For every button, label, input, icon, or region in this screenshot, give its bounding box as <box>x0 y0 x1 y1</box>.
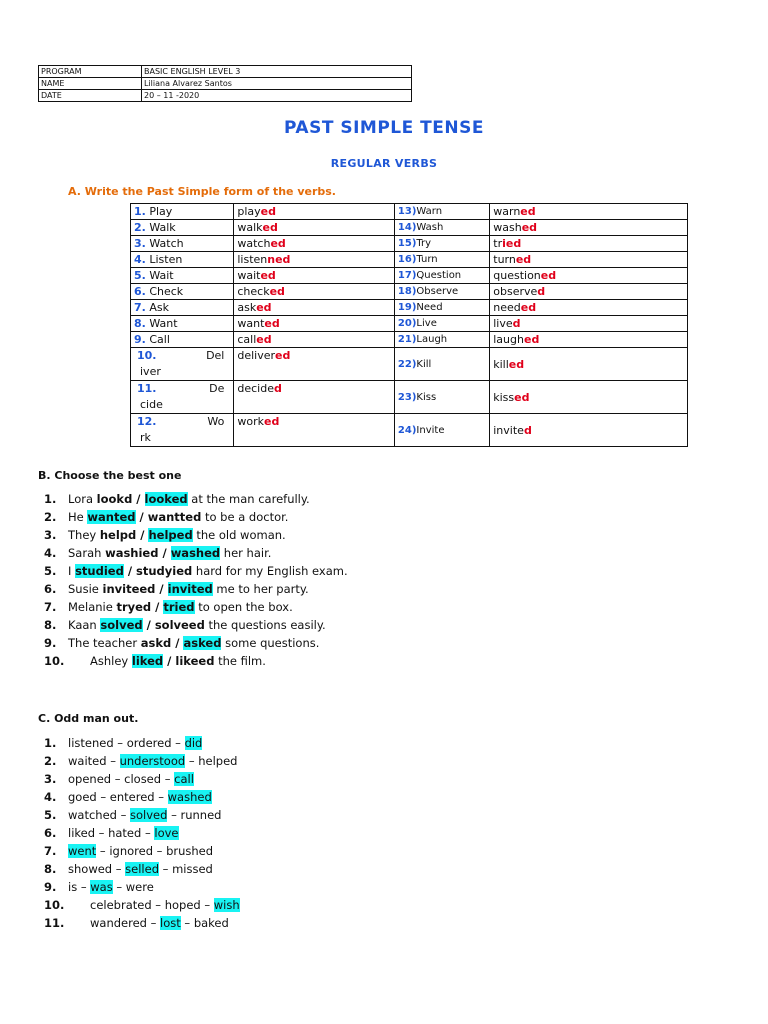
verb-number: 8. <box>134 317 146 330</box>
item-number: 10. <box>44 898 65 912</box>
verb-cell: 18)Observe <box>394 284 489 300</box>
verb-number: 21) <box>397 334 417 345</box>
verb-split-start: De <box>209 382 225 395</box>
verb-split-end: iver <box>140 365 161 378</box>
past-form-cell: asked <box>234 300 395 316</box>
verb-row <box>131 204 688 220</box>
past-form-cell: waited <box>234 268 395 284</box>
odd-word: closed <box>124 772 162 786</box>
verb-number: 13) <box>397 206 417 217</box>
choice-option: tryed <box>116 600 152 614</box>
verb-split-end: cide <box>140 398 163 411</box>
choice-option: asked <box>183 636 222 650</box>
past-form-cell: delivered <box>234 348 395 381</box>
odd-word: listened <box>68 736 114 750</box>
verb-row <box>131 236 688 252</box>
past-suffix: ed <box>262 221 278 234</box>
odd-item: 5. watched – solved – runned <box>44 808 222 822</box>
verb-number: 4. <box>134 253 146 266</box>
choice-option: helpd <box>99 528 137 542</box>
verb-split-top <box>134 348 230 364</box>
verb-number: 24) <box>397 424 417 436</box>
verb-row <box>131 316 688 332</box>
past-form-cell: killed <box>490 348 688 381</box>
choice-item: 10. Ashley liked / likeed the film. <box>44 654 266 668</box>
odd-word: understood <box>119 754 186 768</box>
odd-word: lost <box>160 916 181 930</box>
past-form-cell: washed <box>490 220 688 236</box>
verb-row <box>131 268 688 284</box>
past-form-cell: questioned <box>490 268 688 284</box>
info-table <box>38 65 412 102</box>
odd-word: liked <box>68 826 96 840</box>
past-suffix: ed <box>256 301 272 314</box>
verb-row <box>131 300 688 316</box>
info-label: NAME <box>39 78 142 90</box>
info-row <box>39 78 412 90</box>
past-suffix: ed <box>269 285 285 298</box>
choice-separator: / <box>158 546 171 560</box>
item-number: 2. <box>44 754 57 768</box>
odd-word: entered <box>109 790 155 804</box>
verb-cell: 8. Want <box>131 316 234 332</box>
choice-option: inviteed <box>102 582 156 596</box>
verb-cell: 9. Call <box>131 332 234 348</box>
past-suffix: ed <box>521 221 538 234</box>
verb-cell: 2. Walk <box>131 220 234 236</box>
odd-word: went <box>68 844 97 858</box>
item-number: 1. <box>44 736 57 750</box>
odd-item: 7. went – ignored – brushed <box>44 844 214 858</box>
odd-word: did <box>184 736 203 750</box>
choice-item: 4. Sarah washied / washed her hair. <box>44 546 272 560</box>
verb-split-top <box>134 414 230 430</box>
page-subtitle: REGULAR VERBS <box>330 157 438 170</box>
verb-split-start: Wo <box>207 415 225 428</box>
past-form-cell: walked <box>234 220 395 236</box>
verb-cell <box>131 348 234 381</box>
choice-item: 1. Lora lookd / looked at the man carefully. <box>44 492 310 506</box>
choice-item: 9. The teacher askd / asked some questions. <box>44 636 320 650</box>
choice-option: solved <box>100 618 143 632</box>
item-number: 4. <box>44 790 57 804</box>
verbs-table-body <box>131 204 688 447</box>
item-number: 1. <box>44 492 57 506</box>
odd-word: runned <box>180 808 222 822</box>
verb-cell: 1. Play <box>131 204 234 220</box>
verb-row <box>131 414 688 447</box>
verb-number: 23) <box>397 391 417 403</box>
odd-word: wish <box>213 898 240 912</box>
past-suffix: ed <box>520 205 536 218</box>
past-suffix: d <box>273 382 282 395</box>
choice-option: lookd <box>96 492 133 506</box>
odd-word: showed <box>68 862 113 876</box>
verb-row <box>131 348 688 381</box>
past-suffix: ed <box>520 301 537 314</box>
info-row <box>39 66 412 78</box>
verb-number: 5. <box>134 269 146 282</box>
verb-split-end: rk <box>140 431 151 444</box>
odd-word: were <box>125 880 154 894</box>
odd-word: celebrated <box>90 898 152 912</box>
verb-number: 1. <box>134 205 146 218</box>
choice-option: looked <box>144 492 188 506</box>
choice-separator: / <box>142 618 155 632</box>
verb-cell: 19)Need <box>394 300 489 316</box>
past-form-cell: wanted <box>234 316 395 332</box>
item-number: 5. <box>44 808 57 822</box>
item-number: 7. <box>44 844 57 858</box>
choice-separator: / <box>155 582 168 596</box>
info-value: BASIC ENGLISH LEVEL 3 <box>142 66 412 78</box>
section-b-heading: B. Choose the best one <box>38 469 182 482</box>
odd-word: wandered <box>90 916 147 930</box>
item-number: 5. <box>44 564 57 578</box>
past-form-cell: turned <box>490 252 688 268</box>
past-form-cell: invited <box>490 414 688 447</box>
past-suffix: ed <box>275 349 291 362</box>
item-number: 7. <box>44 600 57 614</box>
choice-option: askd <box>140 636 172 650</box>
past-suffix: ed <box>508 357 525 371</box>
odd-word: was <box>90 880 113 894</box>
odd-word: is <box>68 880 78 894</box>
item-number: 4. <box>44 546 57 560</box>
section-a-heading: A. Write the Past Simple form of the verbs. <box>68 185 336 198</box>
past-suffix: ied <box>502 237 522 250</box>
verb-number: 3. <box>134 237 146 250</box>
verb-cell: 6. Check <box>131 284 234 300</box>
choice-separator: / <box>136 528 149 542</box>
past-suffix: ed <box>270 237 286 250</box>
choice-option: invited <box>167 582 213 596</box>
verb-cell <box>131 414 234 447</box>
past-suffix: ed <box>263 415 280 428</box>
item-number: 9. <box>44 636 57 650</box>
choice-option: wantted <box>147 510 202 524</box>
choice-item: 5. I studied / studyied hard for my English exam. <box>44 564 348 578</box>
verb-cell: 3. Watch <box>131 236 234 252</box>
item-number: 6. <box>44 582 57 596</box>
past-form-cell: needed <box>490 300 688 316</box>
past-suffix: ed <box>523 333 540 346</box>
odd-word: missed <box>172 862 213 876</box>
choice-item: 6. Susie inviteed / invited me to her party. <box>44 582 309 596</box>
past-form-cell: watched <box>234 236 395 252</box>
info-value: 20 – 11 -2020 <box>142 90 412 102</box>
verb-cell: 15)Try <box>394 236 489 252</box>
verb-cell: 22)Kill <box>394 348 489 381</box>
past-form-cell: lived <box>490 316 688 332</box>
choice-separator: / <box>171 636 184 650</box>
verb-number: 14) <box>397 222 417 233</box>
choice-separator: / <box>135 510 148 524</box>
choice-option: liked <box>131 654 164 668</box>
verb-number: 9. <box>134 333 146 346</box>
choice-option: wanted <box>87 510 136 524</box>
verb-cell: 17)Question <box>394 268 489 284</box>
info-row <box>39 90 412 102</box>
verb-row <box>131 284 688 300</box>
past-form-cell: listenned <box>234 252 395 268</box>
odd-word: solved <box>130 808 168 822</box>
info-label: DATE <box>39 90 142 102</box>
section-c-list <box>44 734 724 934</box>
past-form-cell: tried <box>490 236 688 252</box>
info-label: PROGRAM <box>39 66 142 78</box>
choice-option: washied <box>105 546 159 560</box>
verb-split-top <box>134 381 230 397</box>
choice-option: tried <box>163 600 195 614</box>
verb-number: 20) <box>397 318 417 329</box>
item-number: 9. <box>44 880 57 894</box>
past-form-cell: laughed <box>490 332 688 348</box>
odd-word: hated <box>108 826 142 840</box>
past-suffix: ed <box>264 317 280 330</box>
past-form-cell: called <box>234 332 395 348</box>
choice-item: 8. Kaan solved / solveed the questions easily. <box>44 618 326 632</box>
odd-word: hoped <box>164 898 201 912</box>
verb-number: 7. <box>134 301 146 314</box>
section-b-list <box>44 490 724 680</box>
odd-word: ignored <box>109 844 154 858</box>
verb-number: 15) <box>397 238 417 249</box>
verb-row <box>131 220 688 236</box>
verb-row <box>131 252 688 268</box>
verb-number: 19) <box>397 302 417 313</box>
choice-separator: / <box>132 492 145 506</box>
odd-item: 2. waited – understood – helped <box>44 754 238 768</box>
past-suffix: ed <box>260 269 276 282</box>
verb-number: 22) <box>397 358 417 370</box>
item-number: 8. <box>44 618 57 632</box>
item-number: 3. <box>44 528 57 542</box>
odd-word: selled <box>125 862 160 876</box>
choice-option: solveed <box>154 618 205 632</box>
past-form-cell: decided <box>234 381 395 414</box>
past-form-cell: checked <box>234 284 395 300</box>
verb-split-start: Del <box>206 349 225 362</box>
odd-item: 8. showed – selled – missed <box>44 862 213 876</box>
past-suffix: ed <box>514 390 530 404</box>
verb-number: 10. <box>137 349 157 362</box>
past-suffix: ed <box>540 269 557 282</box>
verb-cell: 20)Live <box>394 316 489 332</box>
info-value: Liliana Alvarez Santos <box>142 78 412 90</box>
odd-item: 11. wandered – lost – baked <box>44 916 229 930</box>
past-suffix: ed <box>256 333 272 346</box>
past-form-cell: warned <box>490 204 688 220</box>
past-suffix: ed <box>515 253 532 266</box>
odd-item: 9. is – was – were <box>44 880 154 894</box>
verb-cell: 14)Wash <box>394 220 489 236</box>
odd-word: opened <box>68 772 112 786</box>
odd-word: washed <box>167 790 212 804</box>
odd-item: 1. listened – ordered – did <box>44 736 203 750</box>
choice-separator: / <box>123 564 137 578</box>
odd-item: 6. liked – hated – love <box>44 826 179 840</box>
item-number: 8. <box>44 862 57 876</box>
verb-number: 18) <box>397 286 417 297</box>
page-title: PAST SIMPLE TENSE <box>284 118 484 138</box>
odd-word: call <box>174 772 194 786</box>
past-form-cell: kissed <box>490 381 688 414</box>
verb-number: 2. <box>134 221 146 234</box>
choice-option: washed <box>170 546 221 560</box>
odd-word: brushed <box>166 844 214 858</box>
choice-separator: / <box>163 654 176 668</box>
odd-word: baked <box>193 916 229 930</box>
choice-option: studyied <box>136 564 193 578</box>
choice-item: 2. He wanted / wantted to be a doctor. <box>44 510 289 524</box>
past-suffix: d <box>523 423 532 437</box>
verb-number: 11. <box>137 382 157 395</box>
past-form-cell: observed <box>490 284 688 300</box>
past-suffix: ned <box>267 253 291 266</box>
section-c-heading: C. Odd man out. <box>38 712 139 725</box>
past-form-cell: worked <box>234 414 395 447</box>
verb-cell: 23)Kiss <box>394 381 489 414</box>
verb-number: 17) <box>397 270 417 281</box>
choice-option: studied <box>75 564 124 578</box>
past-suffix: ed <box>260 205 276 218</box>
verbs-table <box>130 203 688 447</box>
odd-word: love <box>154 826 179 840</box>
choice-option: helped <box>148 528 193 542</box>
past-suffix: d <box>537 285 546 298</box>
verb-number: 16) <box>397 254 417 265</box>
verb-cell: 13)Warn <box>394 204 489 220</box>
odd-word: helped <box>198 754 238 768</box>
verb-cell: 4. Listen <box>131 252 234 268</box>
verb-number: 12. <box>137 415 157 428</box>
item-number: 6. <box>44 826 57 840</box>
verb-cell: 16)Turn <box>394 252 489 268</box>
verb-cell <box>131 381 234 414</box>
choice-item: 7. Melanie tryed / tried to open the box. <box>44 600 293 614</box>
odd-word: watched <box>68 808 117 822</box>
verb-row <box>131 381 688 414</box>
odd-word: goed <box>68 790 97 804</box>
verb-cell: 5. Wait <box>131 268 234 284</box>
item-number: 2. <box>44 510 57 524</box>
odd-word: waited <box>68 754 107 768</box>
item-number: 10. <box>44 654 65 668</box>
item-number: 11. <box>44 916 65 930</box>
past-form-cell: played <box>234 204 395 220</box>
odd-item: 4. goed – entered – washed <box>44 790 212 804</box>
verb-cell: 24)Invite <box>394 414 489 447</box>
odd-item: 3. opened – closed – call <box>44 772 194 786</box>
item-number: 3. <box>44 772 57 786</box>
choice-separator: / <box>151 600 164 614</box>
odd-word: ordered <box>126 736 172 750</box>
verb-cell: 7. Ask <box>131 300 234 316</box>
verb-cell: 21)Laugh <box>394 332 489 348</box>
verb-number: 6. <box>134 285 146 298</box>
choice-option: likeed <box>175 654 215 668</box>
choice-item: 3. They helpd / helped the old woman. <box>44 528 286 542</box>
past-suffix: d <box>512 317 521 330</box>
odd-item: 10. celebrated – hoped – wish <box>44 898 240 912</box>
verb-row <box>131 332 688 348</box>
